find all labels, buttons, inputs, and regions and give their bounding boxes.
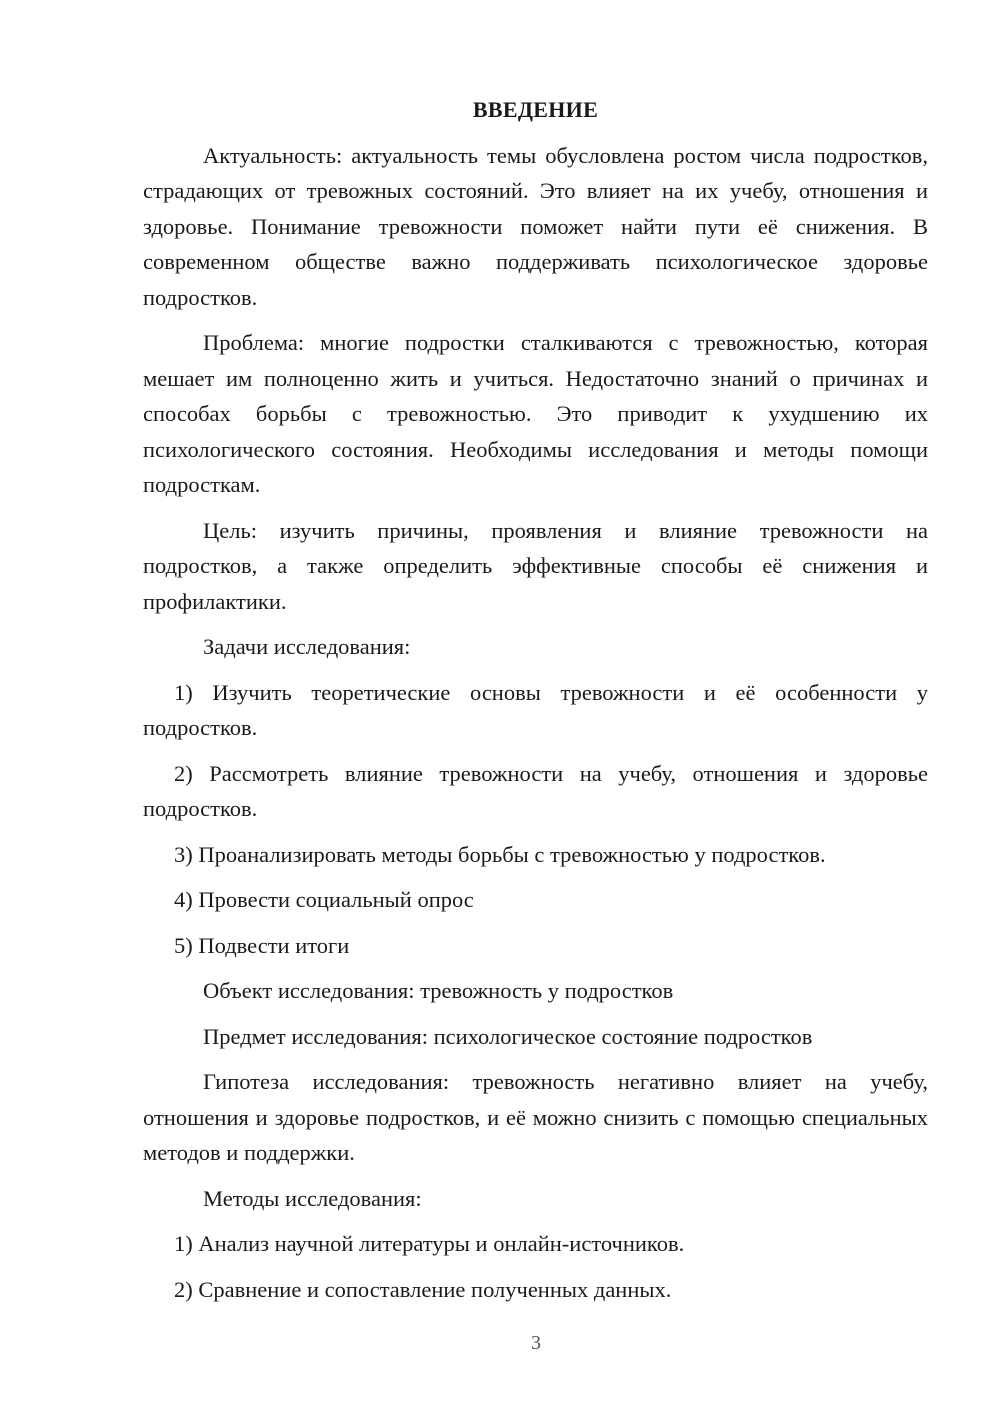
page-number: 3 (531, 1332, 541, 1354)
hypothesis-paragraph: Гипотеза исследования: тревожность негативно влияет на учебу, отношения и здоровье подростков, и её можно снизить с помощью специальных методов и поддержки. (143, 1069, 928, 1165)
methods-heading: Методы исследования: (203, 1185, 422, 1211)
task-item: 1) Изучить теоретические основы тревожности и её особенности у подростков. (143, 679, 928, 740)
section-title: ВВЕДЕНИЕ (472, 97, 599, 122)
goal-paragraph: Цель: изучить причины, проявления и влияние тревожности на подростков, а также определить эффективные способы её снижения и профилактики. (143, 517, 928, 614)
task-item: 2) Рассмотреть влияние тревожности на учебу, отношения и здоровье подростков. (143, 760, 928, 821)
relevance-paragraph: Актуальность: актуальность темы обусловлена ростом числа подростков, страдающих от тревожных состояний. Это влияет на их учебу, отношения и здоровье. Понимание тревожности поможет найти пути её снижения. В современном обществе важно поддерживать психологическое здоровье подростков. (143, 142, 928, 310)
method-item: 1) Анализ научной литературы и онлайн-источников. (174, 1231, 685, 1256)
task-item: 4) Провести социальный опрос (174, 887, 474, 912)
tasks-heading: Задачи исследования: (203, 634, 411, 659)
task-item: 3) Проанализировать методы борьбы с тревожностью у подростков. (174, 841, 826, 867)
task-item: 5) Подвести итоги (174, 932, 350, 958)
problem-paragraph: Проблема: многие подростки сталкиваются с тревожностью, которая мешает им полноценно жить и учиться. Недостаточно знаний о причинах и способах борьбы с тревожностью. Это приводит к ухудшению их психологического состояния. Необходимы исследования и методы помощи подросткам. (143, 330, 928, 497)
subject-paragraph: Предмет исследования: психологическое состояние подростков (203, 1023, 813, 1049)
method-item: 2) Сравнение и сопоставление полученных данных. (174, 1276, 672, 1302)
object-paragraph: Объект исследования: тревожность у подростков (203, 978, 674, 1003)
document-page (143, 92, 928, 1317)
